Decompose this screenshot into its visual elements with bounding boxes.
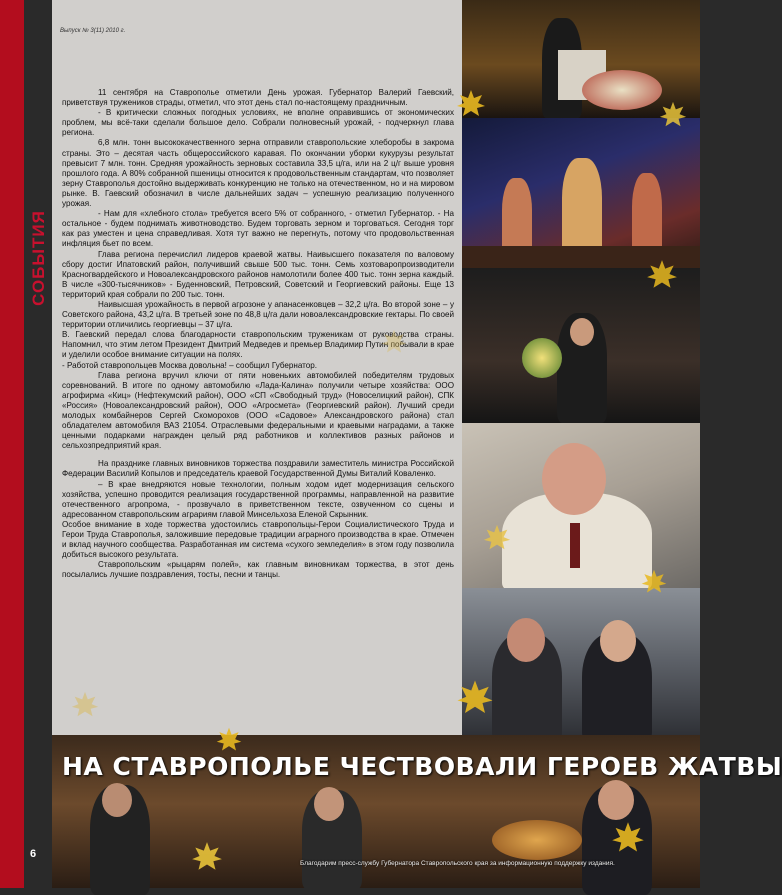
photo-stage-dancers	[462, 118, 700, 268]
photo-veteran-portrait	[462, 423, 700, 588]
section-label	[28, 200, 50, 320]
article-paragraph: - В критически сложных погодных условиях, не вполне оправившись от экономических проблем, мы всё-таки сделали большое дело. Собрали полновесный урожай, - подчеркнул глава региона.	[62, 108, 454, 138]
photo-officials-group	[462, 588, 700, 735]
article-paragraph: Особое внимание в ходе торжества удостоились ставропольцы-Герои Социалистического Труда и Герои Труда Ставрополья, заложившие передовые традиции аграрного производства в крае. Отмечен и вклад научного сообщества. Разработанная им система «сухого земледелия» в этом году позволила добиться высокого результата.	[62, 519, 454, 560]
article-paragraph: Глава региона перечислил лидеров краевой жатвы. Наивысшего показателя по валовому сбору достиг Ипатовский район, получивший свыше 500 тыс. тонн. Семь хозтоваропроизводители Красногвардейского и Новоалександровского районов намолотили более 400 тыс. тонн зерна каждый. В числе «300-тысячников» - Буденновский, Петровский, Советский и Георгиевский районы. Еще 13 территорий края собрали по 200 тыс. тонн.	[62, 249, 454, 299]
maple-leaf-icon	[658, 100, 688, 130]
maple-leaf-icon	[70, 690, 100, 720]
article-paragraph: Ставропольским «рыцарям полей», как главным виновникам торжества, в этот день посылались лучшие поздравления, тосты, песни и танцы.	[62, 560, 454, 580]
article-paragraph: – В крае внедряются новые технологии, полным ходом идет модернизация сельского хозяйства, успешно проводится реализация государственной программы, направленной на развитие отечественного агропрома, - прозвучало в приветственном тексте, озвученном со сцены и адресованном ставропольским аграриям главой Минсельхоза Еленой Скрынник.	[62, 479, 454, 519]
photo-caption: Благодарим пресс-службу Губернатора Ставропольского края за информационную поддержку издания.	[300, 860, 615, 867]
maple-leaf-icon	[455, 88, 487, 120]
article-paragraph: - Нам для «хлебного стола» требуется всего 5% от собранного, - отметил Губернатор. - На остальное - будем поднимать животноводство. Будем торговать зерном и торговаться. Сегодня торг как раз уместен и цена справедливая. Хотя тут важно не перегнуть, потому что продовольственная инфляция бьет по всем.	[62, 209, 454, 249]
maple-leaf-icon	[215, 726, 243, 754]
maple-leaf-icon	[482, 523, 512, 553]
red-side-bar	[0, 0, 24, 888]
article-paragraph: На празднике главных виновников торжества поздравили заместитель министра Российской Федерации Василий Копылов и председатель краевой Государственной Думы Виталий Коваленко.	[62, 459, 454, 479]
maple-leaf-icon	[455, 678, 495, 718]
maple-leaf-icon	[190, 840, 224, 874]
article-paragraph: В. Гаевский передал слова благодарности ставропольским труженикам от руководства страны. Напомнил, что этим летом Президент Дмитрий Медведев и премьер Владимир Путин побывали в крае и уделили особое внимание ситуации на полях.	[62, 330, 454, 360]
article-paragraph: 11 сентября на Ставрополье отметили День урожая. Губернатор Валерий Гаевский, приветствуя тружеников страды, отметил, что этот день стал по-настоящему праздничным.	[62, 88, 454, 108]
article-paragraph: - Работой ставропольцев Москва довольна! – сообщил Губернатор.	[62, 360, 318, 370]
article-paragraph: 6,8 млн. тонн высококачественного зерна отправили ставропольские хлеборобы в закрома страны. Это – десятая часть общероссийского каравая. По окончании уборки кукурузы результат превысит 7 млн. тонн. Средняя урожайность зерновых составила 33,5 ц/га, или на 2 ц/г выше уровня прошлого года. А 80% собранной пшеницы относится к продовольственным стандартам, что позволяет зерну Ставрополья достойно выдерживать конкуренцию не только на отечественном, но и на мировом рынке. В. Гаевский обозначил в числе дальнейших задач – успешную реализацию полученного урожая.	[62, 138, 454, 209]
article-paragraph: Глава региона вручил ключи от пяти новеньких автомобилей победителям трудовых соревнований. В итоге по одному автомобилю «Лада-Калина» получили четыре хозяйства: ООО агрофирма «Киц» (Нефтекумский район), ООО «СП «Свободный труд» (Новоселицкий район), СПК «Россия» (Новоалександровский район), ООО «Агросмета» (Георгиевский район). Лучший среди молодых комбайнеров Сергей Скоморохов (ООО «Садовое» Александровского района) стал обладателем автомобиля ВАЗ 21054. Отраслевыми федеральными и краевыми наградами, а также ценными подарками награжден целый ряд работников и коллективов разных районов и сельхозпредприятий края.	[62, 370, 454, 451]
article-paragraph: Наивысшая урожайность в первой агрозоне у апанасенковцев – 32,2 ц/га. Во второй зоне – у Советского района, 43,2 ц/га. В третьей зоне по 48,8 ц/га дали новоалександровские гектары. По своей территории отличились георгиевцы – 37 ц/га.	[62, 299, 454, 330]
maple-leaf-icon	[610, 820, 646, 856]
maple-leaf-icon	[380, 328, 408, 356]
page-number: 6	[30, 848, 37, 860]
headline: НА СТАВРОПОЛЬЕ ЧЕСТВОВАЛИ ГЕРОЕВ ЖАТВЫ	[62, 752, 782, 781]
maple-leaf-icon	[645, 258, 679, 292]
issue-line: Выпуск № 3(11) 2010 г.	[60, 28, 126, 34]
maple-leaf-icon	[640, 568, 668, 596]
section-label-text: СОБЫТИЯ	[29, 210, 48, 306]
